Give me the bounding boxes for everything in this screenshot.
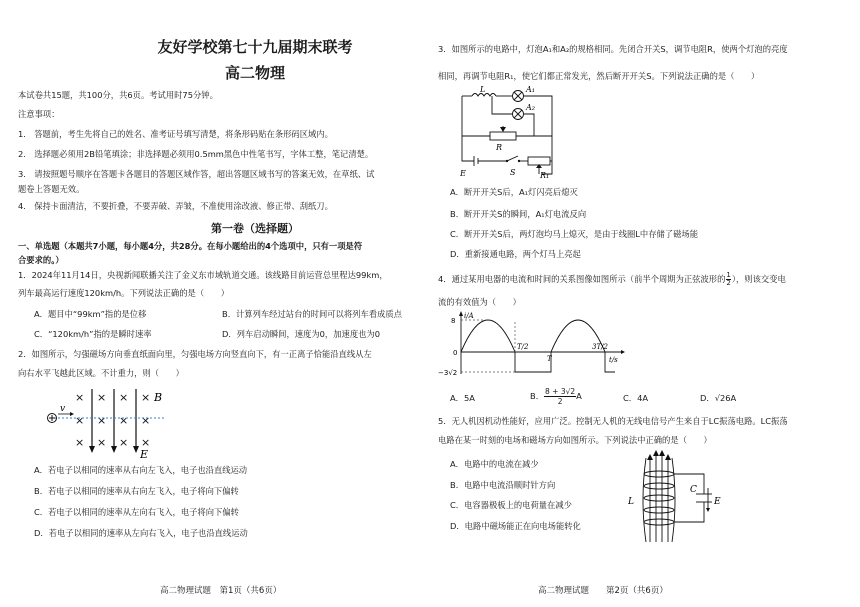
capacitor-label: C [690,485,697,495]
question-2-option-d: D．若电子以相同的速率从左向右飞入，电子也沿直线运动 [34,528,248,538]
magnetic-field-cross: × [97,436,107,449]
question-2-option-a: A．若电子以相同的速率从右向左飞入，电子也沿直线运动 [34,465,248,475]
notice-item: 题卷上答题无效。 [18,184,85,194]
question-4-option-a: A．5A [450,393,475,403]
question-5-option-b: B．电路中电流沿顺时针方向 [450,480,556,490]
question-1-option-a: A．题目中“99km”指的是位移 [34,309,147,319]
question-5-option-a: A．电路中的电流在减少 [450,459,539,469]
magnetic-field-cross: × [75,391,85,404]
fraction-numerator: 1 [726,271,731,279]
page-2-footer: 高二物理试题 第2页（共6页） [538,586,668,596]
exam-title: 友好学校第七十九届期末联考 [157,38,353,56]
question-3-circuit-figure [452,86,582,178]
fraction-denominator: 2 [726,279,731,287]
magnetic-field-cross: × [141,391,151,404]
magnetic-field-cross: × [119,436,129,449]
lamp-a1-label: A₁ [526,85,535,94]
option-b-numerator: 8 + 3√2 [545,387,576,396]
question-1-stem-cont: 列车最高运行速度120km/h。下列说法正确的是（ ） [18,288,230,298]
magnetic-field-cross: × [97,391,107,404]
question-2-field-figure [40,386,190,461]
notice-item: 1. 答题前，考生先将自己的姓名、准考证号填写清楚，将条形码贴在条形码区域内。 [18,129,333,139]
question-5-option-c: C．电容器极板上的电荷量在减少 [450,500,572,510]
magnetic-field-cross: × [119,391,129,404]
question-5-stem: 5．无人机因机动性能好，应用广泛。控制无人机的无线电信号产生来自于LC振荡电路。LC振荡 [438,416,788,426]
switch-label: S [510,168,516,177]
question-2-stem: 2．如图所示，匀强磁场方向垂直纸面向里，匀强电场方向竖直向下，有一正离子恰能沿直线从左 [18,349,372,359]
x-tick-half-period: T/2 [517,343,529,351]
velocity-label: v [60,404,66,414]
question-5-stem-cont: 电路在某一时刻的电场和磁场方向如图所示。下列说法中正确的是（ ） [438,435,712,445]
origin-label: 0 [453,349,458,357]
magnetic-field-cross: × [141,414,151,427]
lamp-a2-label: A₂ [526,103,535,112]
section-heading-cont: 合要求的。） [18,255,64,265]
question-3-option-b: B．断开开关S的瞬间，A₁灯电流反向 [450,209,587,219]
notice-item: 4. 保持卡面清洁，不要折叠，不要弄破、弄皱，不准使用涂改液、修正带、刮纸刀。 [18,201,333,211]
exam-intro: 本试卷共15题，共100分，共6页。考试用时75分钟。 [18,90,218,100]
magnetic-field-cross: × [141,436,151,449]
y-tick-negative: −3√2 [438,369,458,377]
magnetic-field-cross: × [75,436,85,449]
question-4-stem-text: 4．通过某用电器的电流和时间的关系图像如图所示（前半个周期为正弦波形的 [438,274,726,284]
notice-item: 3. 请按照题号顺序在答题卡各题目的答题区域作答，超出答题区域书写的答案无效，在草纸、试 [18,169,375,179]
question-3-stem: 3．如图所示的电路中，灯泡A₁和A₂的规格相同。先闭合开关S，调节电阻R，使两个灯泡的亮度 [438,44,788,54]
question-2-stem-cont: 向右水平飞越此区域。不计重力，则（ ） [18,368,184,378]
option-b-denominator: 2 [557,397,563,406]
question-1-option-b: B．计算列车经过站台的时间可以将列车看成质点 [222,309,402,319]
question-4-current-graph [438,312,625,382]
question-4-option-d: D．√26A [700,393,737,403]
notice-heading: 注意事项： [18,109,60,119]
page-1-footer: 高二物理试题 第1页（共6页） [160,586,282,596]
resistor-r-label: R [496,143,503,152]
magnetic-field-cross: × [97,414,107,427]
question-3-option-a: A．断开开关S后，A₁灯闪亮后熄灭 [450,187,578,197]
resistor-r1-label: R₁ [540,171,550,180]
question-2-option-b: B．若电子以相同的速率从右向左飞入，电子将向下偏转 [34,486,239,496]
x-axis-label: t/s [609,356,618,364]
battery-label: E [460,169,466,178]
question-4-stem [438,272,786,287]
exam-page-2 [430,0,860,607]
magnetic-field-cross: × [75,414,85,427]
question-3-option-d: D．重新接通电路，两个灯马上亮起 [450,249,581,259]
question-4-option-c: C．4A [623,393,649,403]
inductor-label: L [480,85,486,94]
magnetic-field-cross: × [119,414,129,427]
y-tick-8: 8 [451,317,456,325]
question-1-stem: 1．2024年11月14日，央视新闻联播关注了金义东市域轨道交通。该线路目前运营总里程达99km， [18,270,388,280]
x-tick-three-half-period: 3T/2 [592,343,608,351]
y-axis-label: i/A [464,312,474,320]
question-4-stem-cont: 流的有效值为（ ） [438,297,521,307]
question-5-option-d: D．电路中磁场能正在向电场能转化 [450,521,581,531]
exam-subject: 高二物理 [224,64,285,82]
question-4-option-b: B． $\frac{8 + 3√2}{2}$ A [530,387,582,406]
electric-field-label: E [714,497,721,507]
question-5-lc-circuit-figure [626,452,726,544]
x-tick-period: T [547,355,552,363]
magnetic-field-label: B [154,391,163,404]
volume-heading: 第一卷（选择题） [211,222,299,235]
inductor-label: L [628,497,634,507]
question-4-stem-text-end: ），则该交变电 [731,274,786,284]
question-2-option-c: C．若电子以相同的速率从左向右飞入，电子将向下偏转 [34,507,239,517]
section-heading: 一、单选题（本题共7小题，每小题4分，共28分。在每小题给出的4个选项中，只有一项是符 [18,241,363,251]
question-3-option-c: C．断开开关S后，两灯泡均马上熄灭，是由于线圈L中存储了磁场能 [450,229,698,239]
notice-item: 2. 选择题必须用2B铅笔填涂；非选择题必须用0.5mm黑色中性笔书写，字体工整，笔记清楚。 [18,149,374,159]
electric-field-label: E [140,448,149,461]
question-3-stem-cont: 相同，再调节电阻R₁，使它们都正常发光，然后断开开关S。下列说法正确的是（ ） [438,71,760,81]
question-1-option-d: D．列车启动瞬间，速度为0，加速度也为0 [222,329,380,339]
question-1-option-c: C．“120km/h”指的是瞬时速率 [34,329,152,339]
